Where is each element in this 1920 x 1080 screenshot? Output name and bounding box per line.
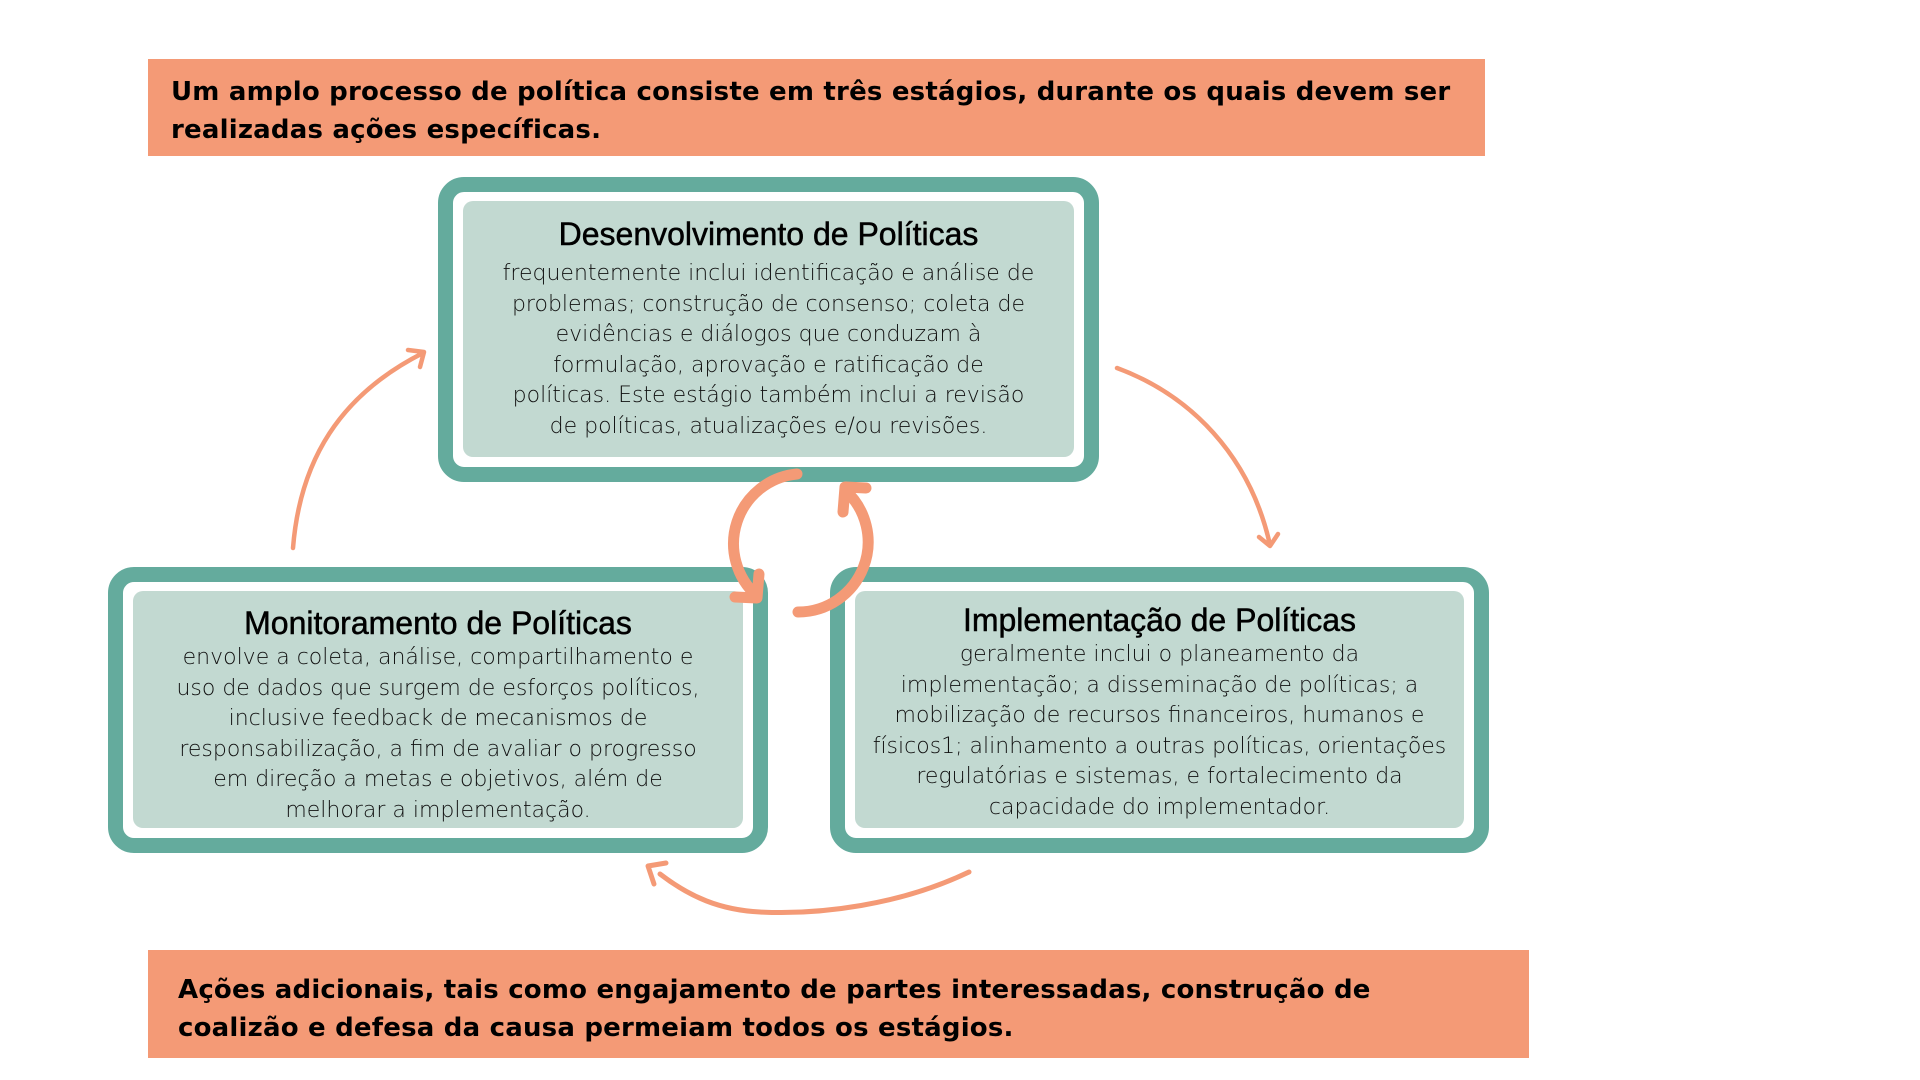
stage-body-line: regulatórias e sistemas, e fortalecimento da [916,764,1403,789]
stage-body-line: melhorar a implementação. [285,797,591,823]
stage-card-development [438,177,1099,482]
stage-body-line: físicos1; alinhamento a outras políticas, orientações [872,733,1447,759]
stage-body-line: frequentemente inclui identificação e análise de [502,261,1035,286]
stage-body-development [463,259,1074,442]
stage-body-line: capacidade do implementador. [988,794,1331,820]
stage-card-implementation-content [855,591,1464,828]
additional-actions-banner [148,950,1529,1058]
intro-banner-line-1: Um amplo processo de política consiste em três estágios, durante os quais devem ser [171,77,1451,107]
intro-banner [148,59,1485,156]
stage-body-line: mobilização de recursos financeiros, humanos e [894,703,1425,728]
stage-title-development: Desenvolvimento de Políticas [558,216,979,252]
stage-body-line: geralmente inclui o planeamento da [959,642,1360,667]
stage-body-line: evidências e diálogos que conduzam à [555,322,982,347]
stage-body-line: inclusive feedback de mecanismos de [228,706,648,731]
arrow-monitoring-to-development-icon [293,350,424,548]
arrow-development-to-implementation-icon [1117,368,1278,546]
stage-card-monitoring [108,567,768,853]
stage-body-line: uso de dados que surgem de esforços políticos, [176,675,700,701]
stage-body-line: em direção a metas e objetivos, além de [213,767,663,792]
stage-body-monitoring [133,643,743,826]
stage-body-line: responsabilização, a fim de avaliar o progresso [179,736,697,762]
stage-body-line: de políticas, atualizações e/ou revisões. [549,413,988,439]
stage-body-line: formulação, aprovação e ratificação de [553,352,984,378]
stage-body-line: problemas; construção de consenso; coleta de [511,291,1026,317]
intro-banner-line-2: realizadas ações específicas. [171,115,602,145]
arrow-implementation-to-monitoring-icon [648,863,969,913]
stage-title-monitoring: Monitoramento de Políticas [244,605,632,641]
stage-card-monitoring-content [133,591,743,828]
stage-card-development-content [463,201,1074,457]
stage-body-line: políticas. Este estágio também inclui a revisão [512,383,1025,408]
stage-card-implementation [830,567,1489,853]
additional-actions-line-2: coalizão e defesa da causa permeiam todos os estágios. [178,1013,1014,1043]
stage-title-implementation: Implementação de Políticas [962,602,1357,638]
stage-body-line: implementação; a disseminação de políticas; a [900,672,1419,698]
stage-body-implementation [855,640,1464,823]
additional-actions-line-1: Ações adicionais, tais como engajamento de partes interessadas, construção de [178,975,1371,1005]
stage-body-line: envolve a coleta, análise, compartilhamento e [182,645,694,670]
